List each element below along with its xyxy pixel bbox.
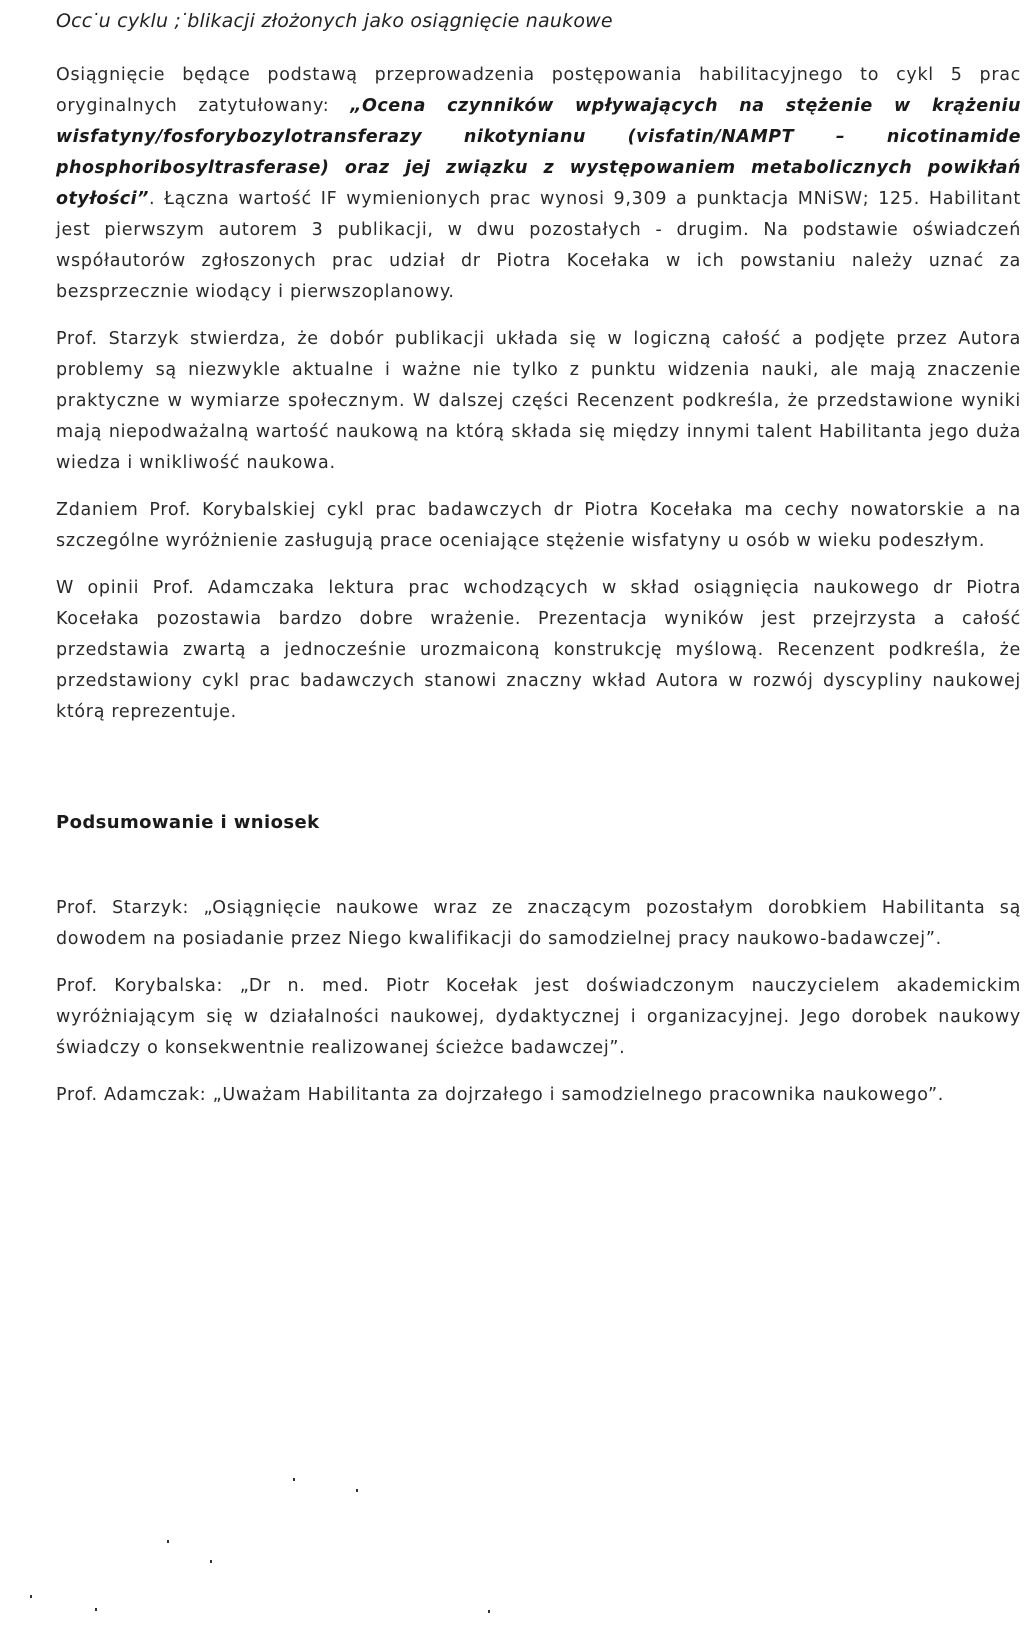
summary-adamczak: Prof. Adamczak: „Uważam Habilitanta za dojrzałego i samodzielnego pracownika naukowego”. <box>56 1085 945 1105</box>
section-heading: Occ ̇u cyklu ; ̇blikacji złożonych jako osiągnięcie naukowe <box>56 10 613 32</box>
paragraph-achievement-details: . Łączna wartość IF wymienionych prac wynosi 9,309 a punktacja MNiSW; 125. Habilitant jest pierwszym autorem 3 publikacji, w dwu pozostałych - drugim. Na podstawie oświadczeń współautorów zgłoszonych prac udział dr Piotra Kocełaka w ich powstaniu należy uznać za bezsprzecznie wiodący i pierwszoplanowy. <box>56 189 1021 302</box>
scan-speck <box>488 1610 490 1613</box>
paragraph-achievement <box>56 60 1021 308</box>
scan-speck <box>356 1489 358 1492</box>
paragraph-korybalska-review: Zdaniem Prof. Korybalskiej cykl prac badawczych dr Piotra Kocełaka ma cechy nowatorskie a na szczególne wyróżnienie zasługują prace oceniające stężenie wisfatyny u osób w wieku podeszłym. <box>56 500 1021 551</box>
paragraph-starzyk-review: Prof. Starzyk stwierdza, że dobór publikacji układa się w logiczną całość a podjęte przez Autora problemy są niezwykle aktualne i ważne nie tylko z punktu widzenia nauki, ale mają znaczenie praktyczne w wymiarze społecznym. W dalszej części Recenzent podkreśla, że przedstawione wyniki mają niepodważalną wartość naukową na którą składa się między innymi talent Habilitanta jego duża wiedza i wnikliwość naukowa. <box>56 329 1021 473</box>
paragraph-achievement-intro: Osiągnięcie będące podstawą przeprowadzenia postępowania habilitacyjnego to cykl 5 prac oryginalnych zatytułowany: <box>56 65 1021 116</box>
summary-korybalska: Prof. Korybalska: „Dr n. med. Piotr Kocełak jest doświadczonym nauczycielem akademickim wyróżniającym się w działalności naukowej, dydaktycznej i organizacyjnej. Jego dorobek naukowy świadczy o konsekwentnie realizowanej ścieżce badawczej”. <box>56 976 1021 1058</box>
scan-speck <box>293 1478 295 1481</box>
document-page <box>56 8 1021 1127</box>
summary-heading: Podsumowanie i wniosek <box>56 812 320 833</box>
scan-speck <box>95 1608 97 1611</box>
scan-speck <box>210 1560 212 1563</box>
summary-starzyk: Prof. Starzyk: „Osiągnięcie naukowe wraz ze znaczącym pozostałym dorobkiem Habilitanta są dowodem na posiadanie przez Niego kwalifikacji do samodzielnej pracy naukowo-badawczej”. <box>56 898 1021 949</box>
achievement-title: „Ocena czynników wpływających na stężenie w krążeniu wisfatyny/fosforybozylotransferazy nikotynianu (visfatin/NAMPT – nicotinamide phosphoribosyltrasferase) oraz jej związku z występowaniem metabolicznych powikłań otyłości” <box>56 96 1021 209</box>
summary-section <box>56 893 1021 1111</box>
scan-speck <box>30 1595 32 1598</box>
paragraph-adamczak-review: W opinii Prof. Adamczaka lektura prac wchodzących w skład osiągnięcia naukowego dr Piotra Kocełaka pozostawia bardzo dobre wrażenie. Prezentacja wyników jest przejrzysta a całość przedstawia zwartą a jednocześnie urozmaiconą konstrukcję myślową. Recenzent podkreśla, że przedstawiony cykl prac badawczych stanowi znaczny wkład Autora w rozwój dyscypliny naukowej którą reprezentuje. <box>56 578 1021 722</box>
scan-speck <box>167 1540 169 1543</box>
